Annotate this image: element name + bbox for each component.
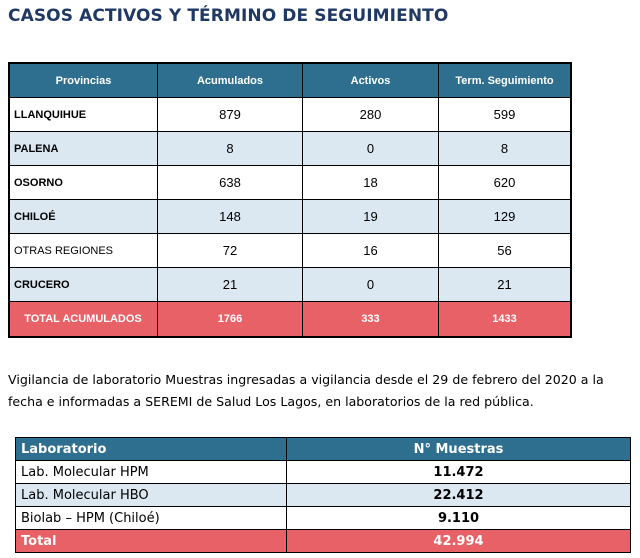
lab-value: 22.412 [287,484,631,507]
cases-header-row [9,63,571,98]
total-acumulados: 1766 [158,302,303,338]
labs-total-label: Total [16,530,287,553]
activos-cell: 280 [303,98,439,132]
total-row [9,302,571,338]
table-row [9,200,571,234]
lab-name: Lab. Molecular HBO [16,484,287,507]
province-cell: CRUCERO [9,268,158,302]
table-row [9,132,571,166]
province-cell: PALENA [9,132,158,166]
table-row [9,166,571,200]
acumulados-cell: 8 [158,132,303,166]
labs-table [15,437,631,553]
vigilancia-paragraph: Vigilancia de laboratorio Muestras ingresadas a vigilancia desde el 29 de febrero del 2020 a la fecha e informadas a SEREMI de Salud Los Lagos, en laboratorios de la red pública. [8,372,604,409]
acumulados-cell: 21 [158,268,303,302]
total-label: TOTAL ACUMULADOS [9,302,158,338]
province-cell: CHILOÉ [9,200,158,234]
labs-total-value: 42.994 [287,530,631,553]
lab-name: Biolab – HPM (Chiloé) [16,507,287,530]
lab-name: Lab. Molecular HPM [16,461,287,484]
header-acumulados: Acumulados [158,63,303,98]
header-provincias: Provincias [9,63,158,98]
term-cell: 129 [439,200,572,234]
table-row [9,268,571,302]
table-row [16,461,631,484]
header-n-muestras: N° Muestras [287,438,631,461]
activos-cell: 0 [303,132,439,166]
term-cell: 8 [439,132,572,166]
term-cell: 620 [439,166,572,200]
acumulados-cell: 638 [158,166,303,200]
table-row [16,507,631,530]
labs-total-row [16,530,631,553]
term-cell: 56 [439,234,572,268]
cases-table [8,62,572,338]
header-activos: Activos [303,63,439,98]
page-title: CASOS ACTIVOS Y TÉRMINO DE SEGUIMIENTO [8,6,449,26]
total-activos: 333 [303,302,439,338]
activos-cell: 0 [303,268,439,302]
header-laboratorio: Laboratorio [16,438,287,461]
lab-value: 9.110 [287,507,631,530]
activos-cell: 18 [303,166,439,200]
activos-cell: 16 [303,234,439,268]
term-cell: 21 [439,268,572,302]
acumulados-cell: 72 [158,234,303,268]
term-cell: 599 [439,98,572,132]
province-cell: LLANQUIHUE [9,98,158,132]
labs-header-row [16,438,631,461]
header-term-seguimiento: Term. Seguimiento [439,63,572,98]
table-row [9,98,571,132]
province-cell: OTRAS REGIONES [9,234,158,268]
activos-cell: 19 [303,200,439,234]
lab-value: 11.472 [287,461,631,484]
acumulados-cell: 879 [158,98,303,132]
table-row [16,484,631,507]
table-row [9,234,571,268]
total-term: 1433 [439,302,572,338]
acumulados-cell: 148 [158,200,303,234]
province-cell: OSORNO [9,166,158,200]
